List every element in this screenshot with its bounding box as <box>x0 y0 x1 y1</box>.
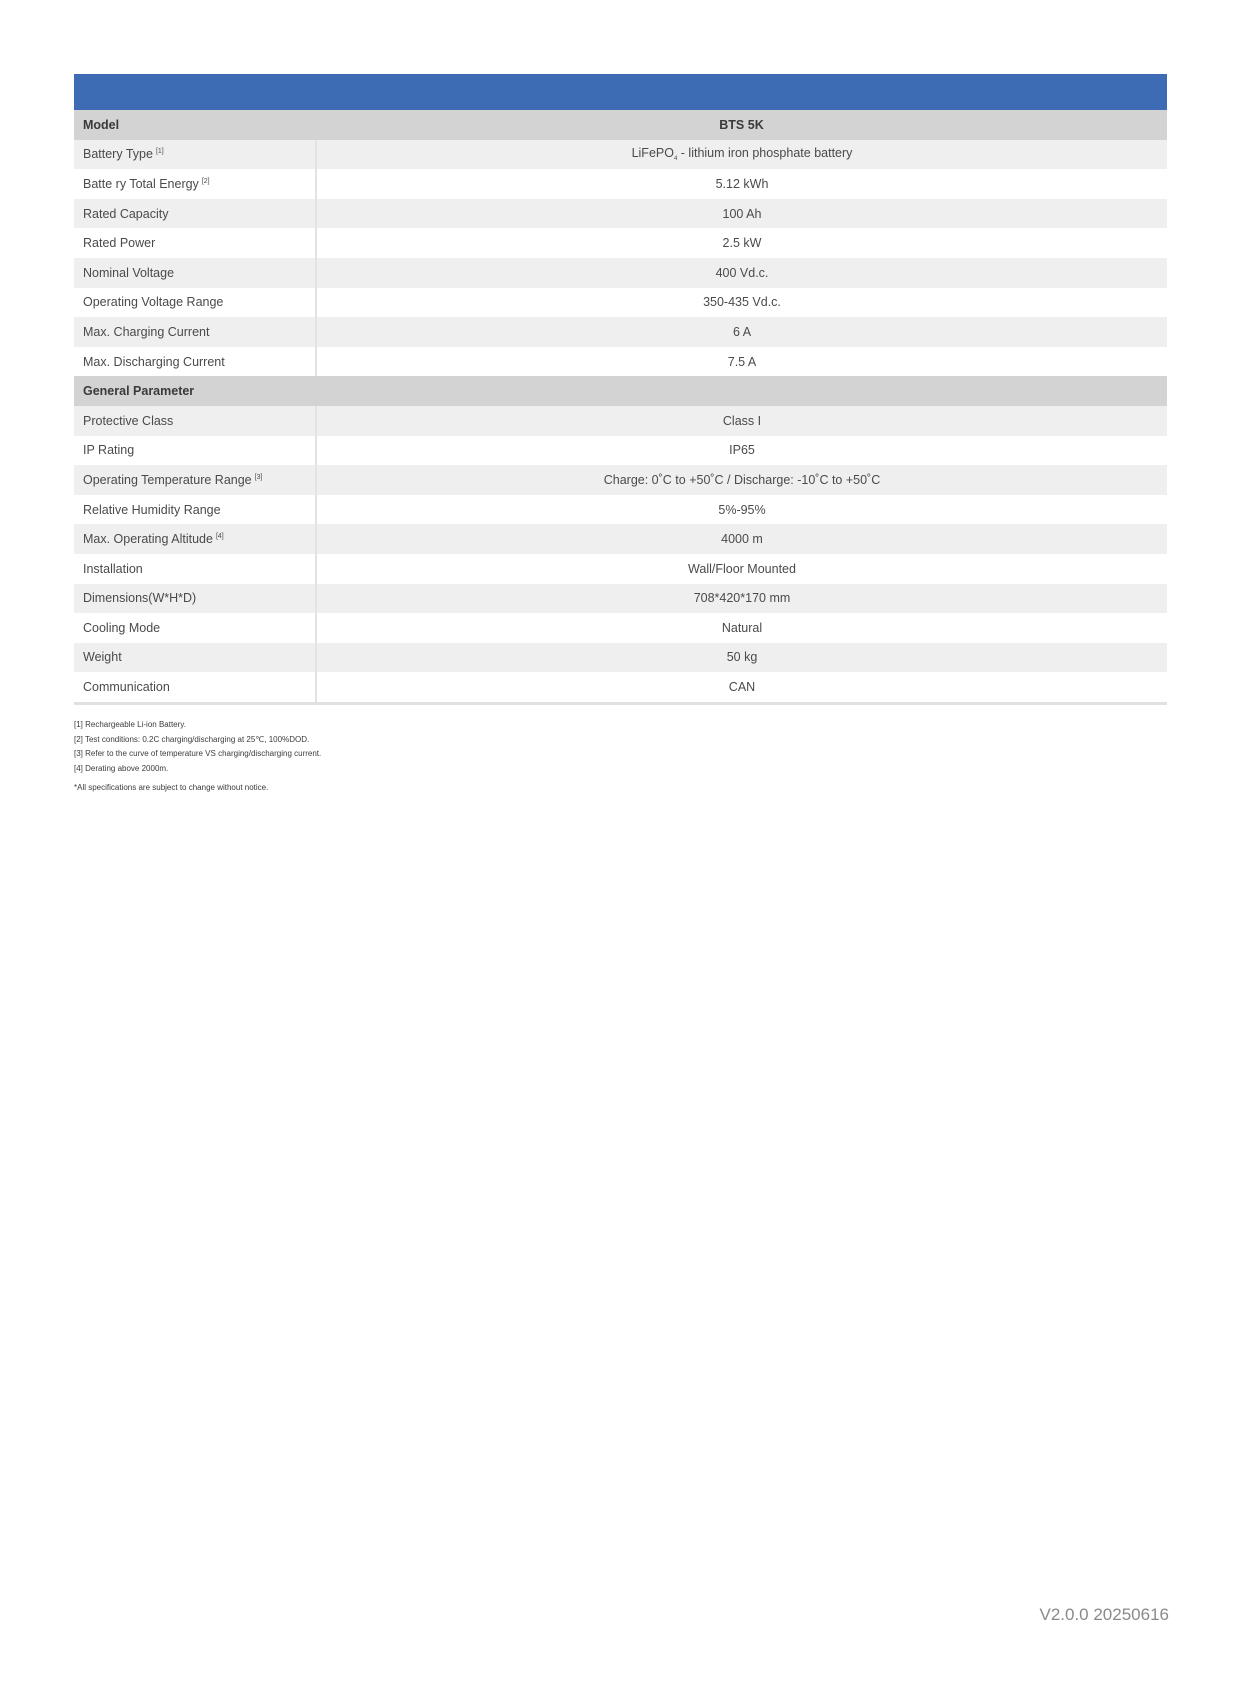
row-label: Relative Humidity Range <box>74 495 316 525</box>
model-value: BTS 5K <box>316 110 1167 140</box>
row-value: 350-435 Vd.c. <box>316 288 1167 318</box>
row-value: 50 kg <box>316 643 1167 673</box>
footnote: [3] Refer to the curve of temperature VS charging/discharging current. <box>74 749 322 759</box>
row-value: 5%-95% <box>316 495 1167 525</box>
footnote-ref: [4] <box>215 533 224 541</box>
table-row <box>74 317 1167 347</box>
row-label: Max. Discharging Current <box>74 347 316 377</box>
row-label: Protective Class <box>74 406 316 436</box>
table-row <box>74 554 1167 584</box>
row-value: 6 A <box>316 317 1167 347</box>
row-label: Rated Capacity <box>74 199 316 229</box>
row-value: 708*420*170 mm <box>316 584 1167 614</box>
row-value: 7.5 A <box>316 347 1167 377</box>
spec-table <box>74 110 1167 702</box>
table-row <box>74 406 1167 436</box>
row-label: Operating Temperature Range [3] <box>74 465 316 495</box>
footnote-ref: [2] <box>201 177 210 185</box>
row-label: Operating Voltage Range <box>74 288 316 318</box>
section-title: General Parameter <box>74 376 1167 406</box>
table-row <box>74 672 1167 702</box>
table-row <box>74 228 1167 258</box>
table-row <box>74 258 1167 288</box>
table-row <box>74 643 1167 673</box>
row-value: Natural <box>316 613 1167 643</box>
row-label: Rated Power <box>74 228 316 258</box>
table-row <box>74 584 1167 614</box>
table-row <box>74 465 1167 495</box>
footnote: [2] Test conditions: 0.2C charging/discharging at 25℃, 100%DOD. <box>74 734 310 744</box>
row-label: Max. Charging Current <box>74 317 316 347</box>
footnote: [1] Rechargeable Li-ion Battery. <box>74 720 186 729</box>
table-bottom-rule <box>74 702 1167 705</box>
row-value: 400 Vd.c. <box>316 258 1167 288</box>
version-label: V2.0.0 20250616 <box>1039 1605 1169 1624</box>
row-label: Battery Type [1] <box>74 140 316 170</box>
row-label: IP Rating <box>74 436 316 466</box>
row-label: Max. Operating Altitude [4] <box>74 524 316 554</box>
row-value: 4000 m <box>316 524 1167 554</box>
table-row <box>74 140 1167 170</box>
table-row <box>74 524 1167 554</box>
row-value: 2.5 kW <box>316 228 1167 258</box>
row-value: Wall/Floor Mounted <box>316 554 1167 584</box>
header-bar <box>74 74 1167 110</box>
row-value: Charge: 0˚C to +50˚C / Discharge: -10˚C to +50˚C <box>316 465 1167 495</box>
footnote: [4] Derating above 2000m. <box>74 763 169 773</box>
footnote-ref: [1] <box>155 148 164 156</box>
row-value: CAN <box>316 672 1167 702</box>
table-row <box>74 436 1167 466</box>
row-label: Installation <box>74 554 316 584</box>
disclaimer: *All specifications are subject to change without notice. <box>74 783 269 793</box>
table-row <box>74 199 1167 229</box>
table-header-row <box>74 110 1167 140</box>
table-row <box>74 169 1167 199</box>
row-label: Cooling Mode <box>74 613 316 643</box>
row-value: 100 Ah <box>316 199 1167 229</box>
row-label: Nominal Voltage <box>74 258 316 288</box>
row-label: Communication <box>74 672 316 702</box>
footnotes <box>74 718 321 796</box>
spec-sheet <box>74 74 1167 705</box>
table-row <box>74 495 1167 525</box>
row-value: Class I <box>316 406 1167 436</box>
row-value: IP65 <box>316 436 1167 466</box>
table-row <box>74 613 1167 643</box>
footnote-ref: [3] <box>254 473 263 481</box>
table-row <box>74 288 1167 318</box>
row-value: 5.12 kWh <box>316 169 1167 199</box>
row-label: Weight <box>74 643 316 673</box>
row-value: LiFePO$_4$ - lithium iron phosphate battery <box>316 140 1167 170</box>
table-row <box>74 347 1167 377</box>
row-label: Batte ry Total Energy [2] <box>74 169 316 199</box>
section-header-general <box>74 376 1167 406</box>
row-label: Dimensions(W*H*D) <box>74 584 316 614</box>
model-label: Model <box>74 110 316 140</box>
